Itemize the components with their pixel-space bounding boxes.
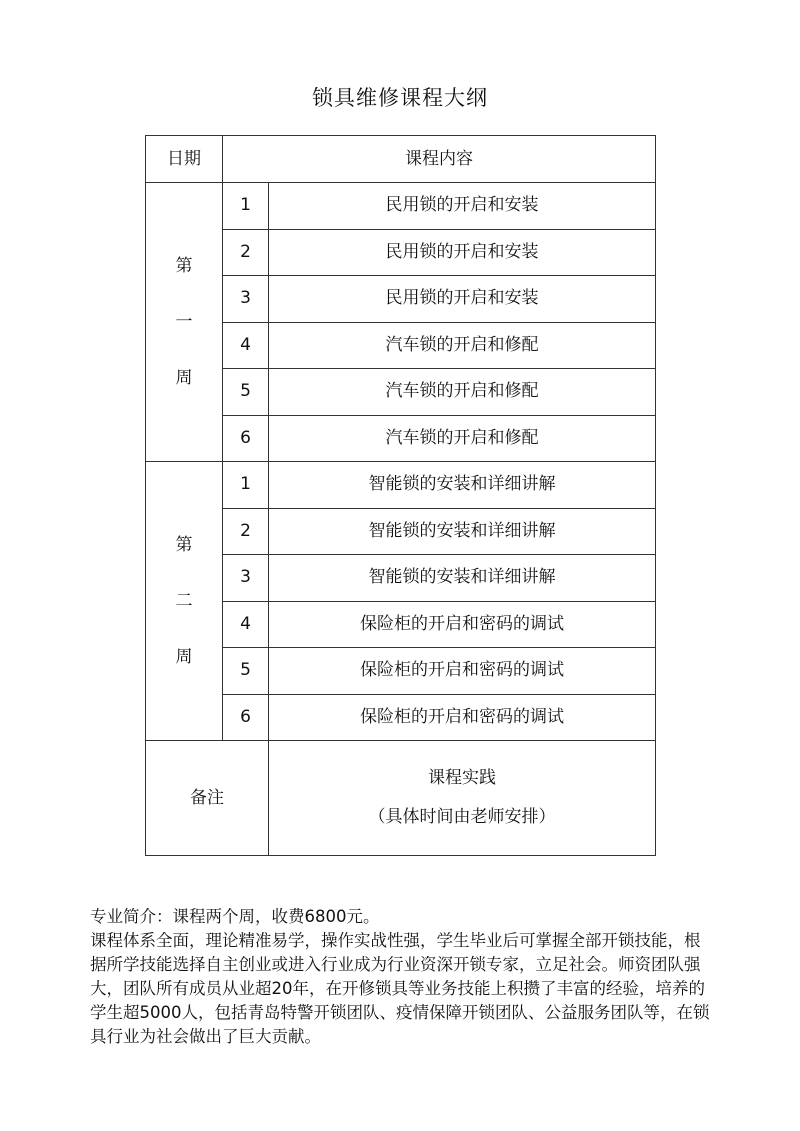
lesson-content: 民用锁的开启和安装 bbox=[269, 229, 656, 276]
notes-line-1: 课程实践 bbox=[428, 768, 496, 788]
lesson-number: 5 bbox=[223, 648, 269, 695]
lesson-content: 智能锁的安装和详细讲解 bbox=[269, 555, 656, 602]
lesson-content: 保险柜的开启和密码的调试 bbox=[269, 648, 656, 695]
lesson-number: 4 bbox=[223, 601, 269, 648]
lesson-content: 保险柜的开启和密码的调试 bbox=[269, 694, 656, 741]
lesson-content: 智能锁的安装和详细讲解 bbox=[269, 462, 656, 509]
lesson-content: 保险柜的开启和密码的调试 bbox=[269, 601, 656, 648]
lesson-number: 3 bbox=[223, 555, 269, 602]
notes-label: 备注 bbox=[146, 741, 269, 856]
page-title: 锁具维修课程大纲 bbox=[312, 86, 488, 110]
lesson-content: 智能锁的安装和详细讲解 bbox=[269, 508, 656, 555]
lesson-number: 6 bbox=[223, 415, 269, 462]
notes-content bbox=[269, 741, 656, 856]
lesson-number: 6 bbox=[223, 694, 269, 741]
lesson-number: 2 bbox=[223, 508, 269, 555]
table-row bbox=[146, 648, 656, 695]
table-row bbox=[146, 276, 656, 323]
table-row bbox=[146, 508, 656, 555]
table-row bbox=[146, 229, 656, 276]
program-introduction bbox=[90, 905, 715, 1049]
notes-line-2: （具体时间由老师安排） bbox=[368, 807, 556, 827]
lesson-number: 1 bbox=[223, 183, 269, 230]
table-header-row bbox=[146, 136, 656, 183]
lesson-number: 4 bbox=[223, 322, 269, 369]
lesson-number: 3 bbox=[223, 276, 269, 323]
week-2-label: 第 二 周 bbox=[146, 462, 223, 741]
table-row bbox=[146, 601, 656, 648]
table-row bbox=[146, 555, 656, 602]
table-row bbox=[146, 369, 656, 416]
header-content: 课程内容 bbox=[223, 136, 656, 183]
week-1-label: 第 一 周 bbox=[146, 183, 223, 462]
course-outline-table bbox=[145, 135, 656, 856]
header-date: 日期 bbox=[146, 136, 223, 183]
lesson-content: 汽车锁的开启和修配 bbox=[269, 322, 656, 369]
table-row bbox=[146, 415, 656, 462]
table-row bbox=[146, 694, 656, 741]
lesson-content: 民用锁的开启和安装 bbox=[269, 276, 656, 323]
intro-paragraph: 课程体系全面，理论精准易学，操作实战性强，学生毕业后可掌握全部开锁技能，根据所学技能选择自主创业或进入行业成为行业资深开锁专家，立足社会。师资团队强大，团队所有成员从业超20年，在开修锁具等业务技能上积攒了丰富的经验，培养的学生超5000人，包括青岛特警开锁团队、疫情保障开锁团队、公益服务团队等，在锁具行业为社会做出了巨大贡献。 bbox=[90, 931, 710, 1046]
lesson-content: 汽车锁的开启和修配 bbox=[269, 369, 656, 416]
lesson-content: 汽车锁的开启和修配 bbox=[269, 415, 656, 462]
lesson-number: 1 bbox=[223, 462, 269, 509]
table-row bbox=[146, 183, 656, 230]
notes-row bbox=[146, 741, 656, 856]
intro-summary: 专业简介：课程两个周，收费6800元。 bbox=[90, 907, 380, 926]
lesson-number: 2 bbox=[223, 229, 269, 276]
lesson-content: 民用锁的开启和安装 bbox=[269, 183, 656, 230]
lesson-number: 5 bbox=[223, 369, 269, 416]
table-row bbox=[146, 462, 656, 509]
table-row bbox=[146, 322, 656, 369]
